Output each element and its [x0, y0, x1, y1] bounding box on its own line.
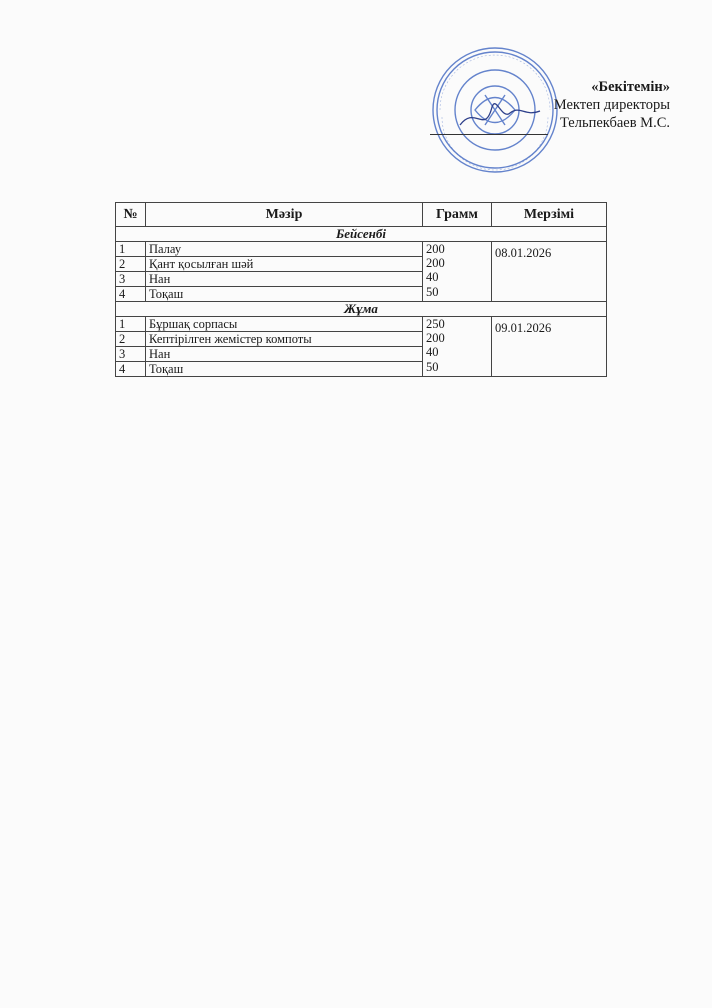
item-date: 08.01.2026 [495, 246, 552, 260]
gram-cell [423, 317, 492, 377]
day-name: Жұма [116, 302, 607, 317]
day-row [116, 227, 607, 242]
item-dish: Кептірілген жемістер компоты [146, 332, 423, 347]
gram-cell [423, 242, 492, 302]
item-dish: Нан [146, 347, 423, 362]
table-row [116, 317, 607, 332]
table-row [116, 242, 607, 257]
approver-position: Мектеп директоры [553, 97, 670, 113]
item-gram: 200 [426, 256, 445, 271]
header-date: Мерзімі [492, 203, 607, 227]
school-seal-stamp [430, 45, 560, 175]
item-dish: Нан [146, 272, 423, 287]
item-dish: Палау [146, 242, 423, 257]
item-number: 1 [116, 242, 146, 257]
approval-title: «Бекітемін» [591, 79, 670, 95]
item-number: 2 [116, 257, 146, 272]
item-gram: 200 [426, 242, 445, 256]
item-gram: 250 [426, 317, 445, 331]
item-number: 3 [116, 347, 146, 362]
item-number: 1 [116, 317, 146, 332]
item-date: 09.01.2026 [495, 321, 552, 335]
day-name: Бейсенбі [116, 227, 607, 242]
item-number: 4 [116, 362, 146, 377]
header-number: № [116, 203, 146, 227]
approval-block [554, 78, 670, 132]
item-number: 2 [116, 332, 146, 347]
table-header-row [116, 203, 607, 227]
item-gram: 40 [426, 345, 439, 360]
item-dish: Бұршақ сорпасы [146, 317, 423, 332]
item-gram: 200 [426, 331, 445, 346]
item-number: 3 [116, 272, 146, 287]
item-dish: Қант қосылған шәй [146, 257, 423, 272]
day-row [116, 302, 607, 317]
date-cell [492, 242, 607, 302]
item-number: 4 [116, 287, 146, 302]
item-dish: Тоқаш [146, 362, 423, 377]
item-gram: 50 [426, 359, 439, 374]
item-gram: 40 [426, 270, 439, 285]
signature-line [430, 134, 548, 135]
date-cell [492, 317, 607, 377]
item-dish: Тоқаш [146, 287, 423, 302]
approver-name: Тельпекбаев М.С. [559, 115, 670, 131]
header-menu: Мәзір [146, 203, 423, 227]
header-gram: Грамм [423, 203, 492, 227]
menu-table [115, 202, 607, 377]
item-gram: 50 [426, 284, 439, 299]
